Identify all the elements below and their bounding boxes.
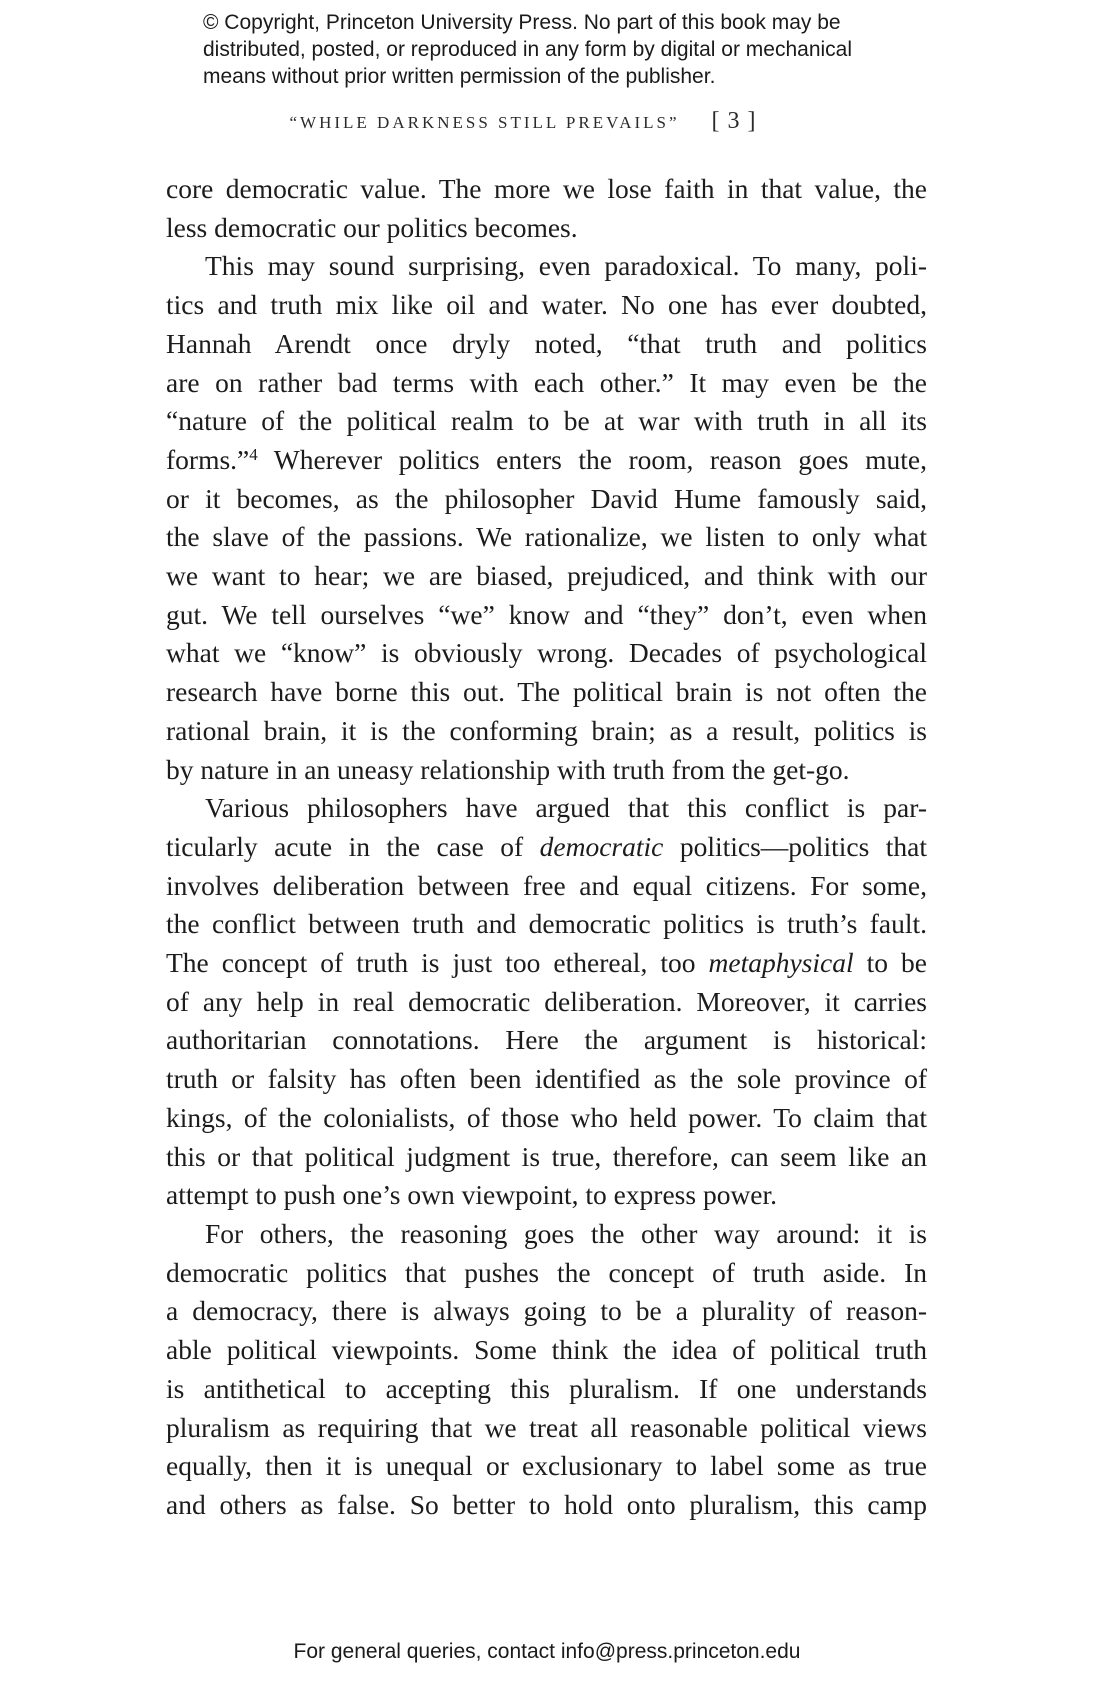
text-line: by nature in an uneasy relationship with truth from the get-go.: [166, 753, 850, 785]
text-line: research have borne this out. The political brain is not often the: [166, 676, 927, 708]
footnote-marker: 4: [249, 444, 258, 464]
text-line: or it becomes, as the philosopher David Hume famously said,: [166, 482, 927, 514]
text-line: and others as false. So better to hold onto pluralism, this camp: [166, 1488, 927, 1520]
text-segment: politics—politics that: [663, 830, 927, 862]
text-line: a democracy, there is always going to be a plurality of reason-: [166, 1295, 927, 1327]
text-line: involves deliberation between free and equal citizens. For some,: [166, 869, 927, 901]
emphasis-text: democratic: [539, 830, 664, 862]
text-line: For others, the reasoning goes the other way around: it is: [205, 1217, 927, 1249]
text-line: [166, 944, 927, 983]
text-line: of any help in real democratic deliberation. Moreover, it carries: [166, 985, 927, 1017]
page-number: [ 3 ]: [711, 108, 757, 134]
text-line: we want to hear; we are biased, prejudiced, and think with our: [166, 560, 927, 592]
text-line: this or that political judgment is true, therefore, can seem like an: [166, 1140, 927, 1172]
running-head-title: “WHILE DARKNESS STILL PREVAILS”: [289, 113, 680, 132]
copyright-line: distributed, posted, or reproduced in any form by digital or mechanical: [203, 38, 853, 61]
text-line: This may sound surprising, even paradoxical. To many, poli-: [205, 250, 927, 282]
text-line: the slave of the passions. We rationalize, we listen to only what: [166, 521, 927, 553]
text-segment: Wherever politics enters the room, reason goes mute,: [257, 443, 927, 475]
text-line: tics and truth mix like oil and water. No one has ever doubted,: [166, 289, 927, 321]
emphasis-text: metaphysical: [708, 947, 854, 979]
text-line: gut. We tell ourselves “we” know and “they” don’t, even when: [166, 598, 927, 630]
text-line: truth or falsity has often been identified as the sole province of: [166, 1063, 927, 1095]
text-line: democratic politics that pushes the concept of truth aside. In: [166, 1256, 927, 1288]
footer: [0, 1640, 1100, 1664]
text-line: rational brain, it is the conforming brain; as a result, politics is: [166, 714, 927, 746]
text-line: core democratic value. The more we lose faith in that value, the: [166, 173, 927, 204]
text-line: the conflict between truth and democratic politics is truth’s fault.: [166, 908, 927, 940]
text-line: able political viewpoints. Some think the idea of political truth: [166, 1334, 927, 1366]
text-segment: to be: [853, 947, 927, 979]
text-line: authoritarian connotations. Here the argument is historical:: [166, 1024, 927, 1056]
text-line: is antithetical to accepting this pluralism. If one understands: [166, 1372, 927, 1404]
copyright-line: © Copyright, Princeton University Press. No part of this book may be: [203, 11, 841, 34]
text-line: less democratic our politics becomes.: [166, 211, 578, 243]
footer-contact: For general queries, contact info@press.princeton.edu: [293, 1640, 801, 1663]
text-line: kings, of the colonialists, of those who held power. To claim that: [166, 1101, 927, 1133]
body-text: [166, 170, 927, 1525]
text-line: [166, 441, 927, 480]
copyright-notice: [203, 9, 923, 90]
text-line: what we “know” is obviously wrong. Decades of psychological: [166, 637, 927, 669]
copyright-line: means without prior written permission of the publisher.: [203, 65, 716, 88]
text-line: attempt to push one’s own viewpoint, to express power.: [166, 1179, 778, 1211]
text-line: Hannah Arendt once dryly noted, “that truth and politics: [166, 327, 927, 359]
text-segment: ticularly acute in the case of: [166, 830, 540, 862]
text-segment: forms.”: [166, 443, 250, 475]
text-line: equally, then it is unequal or exclusionary to label some as true: [166, 1450, 927, 1482]
text-line: [166, 828, 927, 867]
text-segment: The concept of truth is just too ethereal, too: [166, 947, 709, 979]
text-line: “nature of the political realm to be at war with truth in all its: [166, 405, 927, 437]
text-line: are on rather bad terms with each other.” It may even be the: [166, 366, 927, 398]
running-head: [0, 108, 1100, 135]
text-line: Various philosophers have argued that this conflict is par-: [205, 792, 927, 824]
text-line: pluralism as requiring that we treat all reasonable political views: [166, 1411, 927, 1443]
